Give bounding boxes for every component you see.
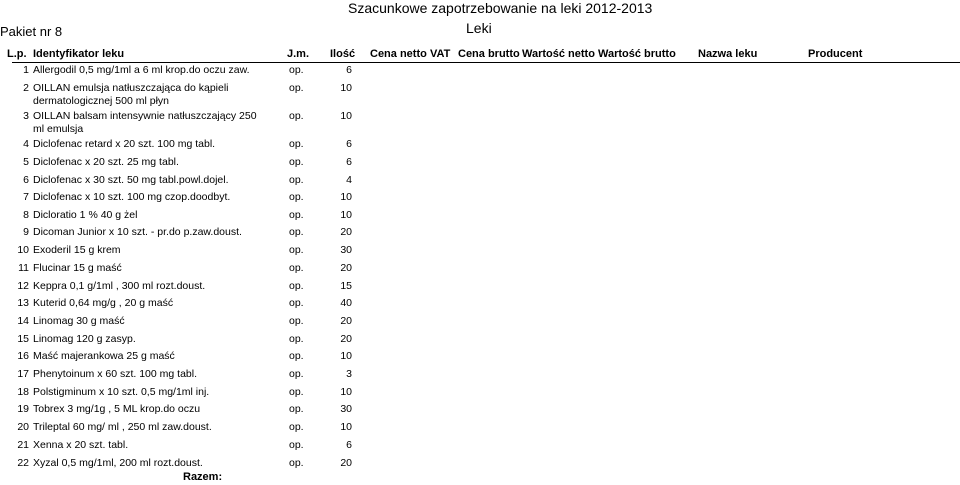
row-quantity: 20: [340, 457, 352, 469]
row-unit: op.: [289, 368, 304, 380]
row-lp: 16: [17, 350, 29, 362]
row-identifier: Trileptal 60 mg/ ml , 250 ml zaw.doust.: [33, 421, 212, 433]
header-separator: [12, 62, 960, 63]
row-lp: 21: [17, 439, 29, 451]
row-lp: 3: [23, 110, 29, 122]
row-lp: 4: [23, 138, 29, 150]
row-identifier: Linomag 30 g maść: [33, 315, 125, 327]
row-quantity: 4: [346, 174, 352, 186]
row-unit: op.: [289, 209, 304, 221]
row-identifier: Dicloratio 1 % 40 g żel: [33, 209, 138, 221]
col-header-quantity: Ilość: [330, 48, 356, 60]
row-lp: 19: [17, 403, 29, 415]
row-unit: op.: [289, 244, 304, 256]
row-quantity: 3: [346, 368, 352, 380]
row-unit: op.: [289, 333, 304, 345]
row-identifier: OILLAN emulsja natłuszczająca do kąpieli dermatologicznej 500 ml płyn: [33, 82, 229, 107]
row-lp: 7: [23, 191, 29, 203]
row-identifier: Phenytoinum x 60 szt. 100 mg tabl.: [33, 368, 198, 380]
row-identifier: Linomag 120 g zasyp.: [33, 333, 136, 345]
row-identifier: Maść majerankowa 25 g maść: [33, 350, 175, 362]
col-header-unit: J.m.: [287, 48, 310, 60]
col-header-net-price: Cena netto: [370, 48, 427, 60]
row-unit: op.: [289, 439, 304, 451]
row-lp: 14: [17, 315, 29, 327]
row-identifier: Diclofenac x 10 szt. 100 mg czop.doodbyt.: [33, 191, 231, 203]
row-quantity: 40: [340, 297, 352, 309]
row-lp: 22: [17, 457, 29, 469]
col-header-gross-price: Cena brutto: [458, 48, 520, 60]
col-header-lp: L.p.: [7, 48, 27, 60]
row-unit: op.: [289, 297, 304, 309]
row-lp: 20: [17, 421, 29, 433]
row-lp: 6: [23, 174, 29, 186]
row-quantity: 6: [346, 156, 352, 168]
document-title: Szacunkowe zapotrzebowanie na leki 2012-2013: [348, 0, 653, 16]
row-identifier: Diclofenac retard x 20 szt. 100 mg tabl.: [33, 138, 216, 150]
row-unit: op.: [289, 315, 304, 327]
row-quantity: 20: [340, 333, 352, 345]
row-identifier: Diclofenac x 20 szt. 25 mg tabl.: [33, 156, 179, 168]
row-unit: op.: [289, 226, 304, 238]
total-label: Razem:: [183, 471, 223, 483]
row-quantity: 10: [340, 191, 352, 203]
row-quantity: 6: [346, 439, 352, 451]
row-lp: 11: [18, 262, 29, 274]
row-quantity: 20: [340, 226, 352, 238]
row-unit: op.: [289, 457, 304, 469]
row-identifier: Tobrex 3 mg/1g , 5 ML krop.do oczu: [33, 403, 201, 415]
row-unit: op.: [289, 138, 304, 150]
row-lp: 5: [23, 156, 29, 168]
row-unit: op.: [289, 82, 304, 94]
row-unit: op.: [289, 386, 304, 398]
row-quantity: 10: [340, 209, 352, 221]
row-unit: op.: [289, 262, 304, 274]
row-quantity: 6: [346, 138, 352, 150]
row-quantity: 20: [340, 262, 352, 274]
row-quantity: 10: [340, 386, 352, 398]
document-subtitle: Leki: [466, 20, 492, 36]
row-quantity: 30: [340, 244, 352, 256]
row-unit: op.: [289, 280, 304, 292]
row-identifier: Dicoman Junior x 10 szt. - pr.do p.zaw.doust.: [33, 226, 242, 238]
col-header-net-value: Wartość netto: [522, 48, 595, 60]
row-lp: 10: [17, 244, 29, 256]
col-header-gross-value: Wartość brutto: [598, 48, 676, 60]
row-quantity: 30: [340, 403, 352, 415]
row-quantity: 10: [340, 110, 352, 122]
row-quantity: 10: [340, 350, 352, 362]
row-quantity: 10: [340, 82, 352, 94]
row-unit: op.: [289, 191, 304, 203]
row-lp: 13: [17, 297, 29, 309]
row-quantity: 20: [340, 315, 352, 327]
row-unit: op.: [289, 350, 304, 362]
row-identifier: Allergodil 0,5 mg/1ml a 6 ml krop.do oczu zaw.: [33, 64, 250, 76]
row-unit: op.: [289, 156, 304, 168]
row-unit: op.: [289, 64, 304, 76]
row-identifier: Flucinar 15 g maść: [33, 262, 122, 274]
col-header-drug-name: Nazwa leku: [698, 48, 758, 60]
row-lp: 2: [23, 82, 29, 94]
row-identifier: Kuterid 0,64 mg/g , 20 g maść: [33, 297, 174, 309]
row-lp: 1: [23, 64, 29, 76]
row-identifier: Diclofenac x 30 szt. 50 mg tabl.powl.dojel.: [33, 174, 229, 186]
row-quantity: 10: [340, 421, 352, 433]
row-unit: op.: [289, 421, 304, 433]
row-quantity: 6: [346, 64, 352, 76]
row-identifier: Polstigminum x 10 szt. 0,5 mg/1ml inj.: [33, 386, 210, 398]
row-identifier: Exoderil 15 g krem: [33, 244, 121, 256]
row-lp: 9: [23, 226, 29, 238]
row-lp: 12: [17, 280, 29, 292]
row-lp: 18: [17, 386, 29, 398]
row-unit: op.: [289, 403, 304, 415]
row-identifier: Xyzal 0,5 mg/1ml, 200 ml rozt.doust.: [33, 457, 203, 469]
col-header-vat: VAT: [430, 48, 451, 60]
row-unit: op.: [289, 110, 304, 122]
row-identifier: OILLAN balsam intensywnie natłuszczający 250 ml emulsja: [33, 110, 257, 135]
col-header-producer: Producent: [808, 48, 863, 60]
row-lp: 17: [17, 368, 29, 380]
row-unit: op.: [289, 174, 304, 186]
row-identifier: Keppra 0,1 g/1ml , 300 ml rozt.doust.: [33, 280, 206, 292]
col-header-identifier: Identyfikator leku: [33, 48, 125, 60]
row-lp: 8: [23, 209, 29, 221]
row-quantity: 15: [340, 280, 352, 292]
row-lp: 15: [17, 333, 29, 345]
row-identifier: Xenna x 20 szt. tabl.: [33, 439, 129, 451]
package-number: Pakiet nr 8: [0, 24, 63, 39]
